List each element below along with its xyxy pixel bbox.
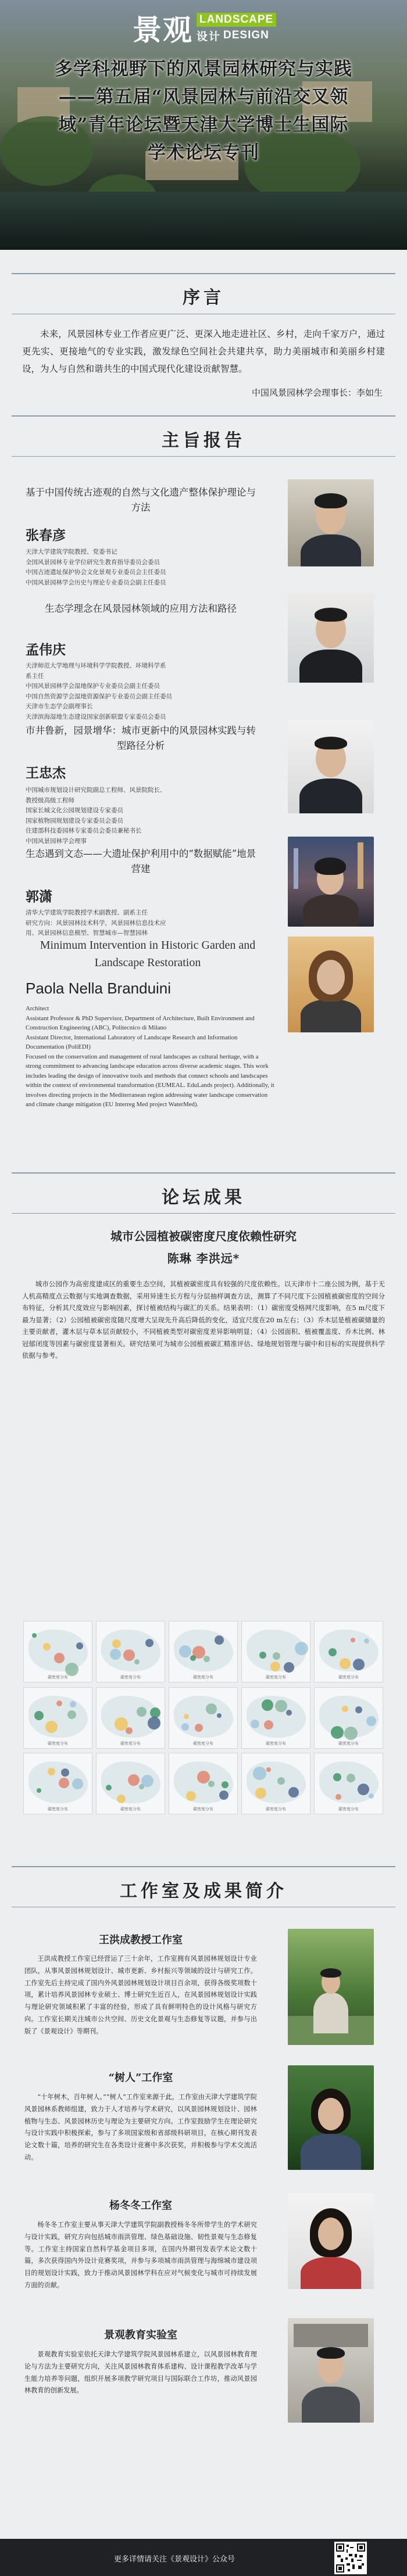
report-topic: 生态学理念在风景园林领域的应用方法和路径 xyxy=(45,603,237,614)
figure-label: 碳密度分布 xyxy=(48,1807,68,1812)
figure-panel xyxy=(314,1687,383,1749)
speaker-info-line: 天津滨海湿地生态建设国家创新联盟专家委员会委员 xyxy=(26,713,166,720)
density-patch xyxy=(110,1649,121,1660)
density-patch xyxy=(286,1710,292,1716)
divider xyxy=(12,1213,395,1214)
studio-photo xyxy=(288,2318,374,2423)
park-map-shape xyxy=(174,1696,233,1738)
hero-title xyxy=(0,55,407,167)
speaker-info-line: 国家植物园规划建设专家委员会委员 xyxy=(26,817,123,824)
preface-signature: 中国风景园林学会理事长：李如生 xyxy=(251,388,383,398)
density-patch xyxy=(355,1706,362,1713)
preface-heading: 序言 xyxy=(183,288,224,308)
studio-name: “树人”工作室 xyxy=(108,2072,173,2084)
density-patch xyxy=(134,1659,140,1664)
figure-label: 碳密度分布 xyxy=(48,1741,68,1746)
figure-label: 碳密度分布 xyxy=(120,1676,141,1680)
density-patch xyxy=(217,1713,222,1718)
speaker-info-line: 中国风景园林学会历史与理论专业委员会副主任委员 xyxy=(26,579,166,586)
speaker-name: 张春彦 xyxy=(26,528,66,543)
en-report-title: Minimum Intervention in Historic Garden and Landscape Restoration xyxy=(40,939,256,969)
park-map-shape xyxy=(28,1630,88,1671)
speaker-info xyxy=(26,785,270,847)
density-patch xyxy=(45,1721,58,1733)
speaker-info xyxy=(26,547,270,588)
report-topic: 基于中国传统古迹观的自然与文化遗产整体保护理论与方法 xyxy=(26,487,256,513)
logo-cn2: 设计 xyxy=(197,30,222,43)
speaker-info-line: 研究方向：风景园林技术科学，风景园林信息技术应 xyxy=(26,919,166,927)
en-info-line: Architect xyxy=(26,1005,49,1012)
speaker-info-line: 天津师范大学地理与环境科学学院教授、环境科学系 xyxy=(26,662,166,669)
studio-name: 杨冬冬工作室 xyxy=(109,2200,172,2212)
speaker-info-line: 用、风景园林信息模型、智慧城市—智慧园林 xyxy=(26,930,148,937)
divider xyxy=(12,1866,395,1867)
density-patch xyxy=(43,1643,51,1651)
speaker-info-line: 清华大学建筑学院教授学术副教授、副系主任 xyxy=(26,909,148,916)
results-heading: 论坛成果 xyxy=(162,1187,245,1208)
studio-description: “十年树木，百年树人。”“树人”工作室来源于此，工作室由天津大学建筑学院风景园林系教师组建，致力于人才培养与学术研究，以风景园林规划设计、园林植物与生态、风景园林历史与理论为主要研究方向。工作室鼓励学生在理论研究与设计实践中积极探索，参与了多项国家级和省部级科研项目，在核心期刊发表论文数十篇，培养的研究生在各类设计竞赛中多次获奖，并积极参与学术交流活动。 xyxy=(24,2093,257,2161)
speaker-name: 郭潇 xyxy=(26,889,52,905)
speaker-info xyxy=(26,908,270,939)
density-patch xyxy=(76,1642,83,1649)
speaker-photo xyxy=(288,593,374,683)
figure-label: 碳密度分布 xyxy=(48,1676,68,1680)
figure-panel xyxy=(169,1753,238,1814)
studio-photo xyxy=(288,2193,374,2289)
density-patch xyxy=(353,1659,365,1670)
density-patch xyxy=(351,1638,355,1642)
studio-description: 杨冬冬工作室主要从事天津大学建筑学院副教授杨冬冬所带学生的学术研究与设计实践，研究方向包括城市雨洪管理、绿色基础设施、韧性景观与生态修复等。工作室主持国家自然科学基金项目多项，在国内外期刊发表学术论文数十篇，多次获得国内外设计竞赛奖项，并参与多项城市雨洪管理与海绵城市建设项目的规划设计实践，致力于推动风景园林学科在应对气候变化与城市可持续发展方面的贡献。 xyxy=(24,2221,257,2289)
figure-label: 碳密度分布 xyxy=(266,1676,286,1680)
density-patch xyxy=(275,1700,287,1712)
density-patch xyxy=(179,1645,191,1657)
density-patch xyxy=(284,1662,294,1673)
speaker-info-line: 天津市生态学会副理事长 xyxy=(26,703,93,711)
density-patch xyxy=(273,1652,280,1660)
studio-name: 王洪成教授工作室 xyxy=(99,1934,183,1946)
studio-photo xyxy=(288,2065,374,2170)
density-patch xyxy=(123,1649,135,1661)
density-patch xyxy=(34,1711,44,1720)
studio-name: 景观教育实验室 xyxy=(104,2329,177,2341)
results-paper-title: 城市公园植被碳密度尺度依赖性研究 xyxy=(110,1229,297,1243)
en-speaker-name: Paola Nella Branduini xyxy=(26,980,172,997)
density-patch xyxy=(295,1642,308,1655)
figure-label: 碳密度分布 xyxy=(338,1676,359,1680)
studios-heading: 工作室及成果简介 xyxy=(120,1881,287,1901)
speaker-name: 孟伟庆 xyxy=(26,642,66,658)
en-info-line: Focused on the conservation and management of rural landscapes as cultural heritage, with a strong commitment to advancing landscape education across diverse academic stages. This work includes leading the design of innovative tools and methods that connect schools and landscapes within the context of environmental transformation (EUMEAL. EduLands project). Additionally, it involves directing projects in the Mediterranean region addressing water landscape conservation and climate change mitigation (EU Interreg Med project WaterMed). xyxy=(26,1053,274,1108)
speaker-name: 王忠杰 xyxy=(26,765,66,781)
reports-heading: 主旨报告 xyxy=(162,430,245,451)
density-patch xyxy=(112,1639,121,1648)
density-patch xyxy=(195,1724,203,1732)
figure-panel xyxy=(169,1687,238,1749)
hero-title-line: ——第五届“风景园林与前沿交叉领 xyxy=(58,87,349,107)
speaker-photo xyxy=(288,837,374,927)
figure-panel xyxy=(241,1753,310,1814)
figure-panel xyxy=(96,1753,165,1814)
density-patch xyxy=(215,1635,224,1645)
speaker-info-line: 国家长城文化公园规划建设专家委员 xyxy=(26,807,123,815)
speaker-info-line: 系主任 xyxy=(26,672,44,680)
footer-text: 更多详情请关注《景观设计》公众号 xyxy=(114,2555,235,2564)
speaker-info-line: 中国风景园林学会理事 xyxy=(26,837,87,845)
density-patch xyxy=(206,1703,217,1714)
density-patch xyxy=(137,1707,147,1717)
density-patch xyxy=(270,1662,280,1671)
logo-cn: 景观 xyxy=(133,13,193,47)
figure-panel xyxy=(23,1621,92,1682)
speaker-info xyxy=(26,661,270,723)
speaker-info-line: 中国自然资源学会湿地资源保护专业委员会副主任委员 xyxy=(26,693,172,700)
density-patch xyxy=(219,1791,229,1800)
density-patch xyxy=(366,1716,376,1726)
en-info-line: Assistant Director, International Laboratory of Landscape Research and Information Documentation (PoliEDI) xyxy=(26,1034,238,1050)
density-patch xyxy=(264,1720,273,1730)
results-abstract: 城市公园作为高密度建成区的重要生态空间，其植被碳密度具有较强的尺度依赖性。以天津市十二座公园为例，基于无人机高精度点云数据与实地调查数据，采用异速生长方程与分层抽样调查方法，测算了不同尺度下公园植被碳密度的空间分布特征，分析其尺度效应与影响因素，探讨植被结构与碳汇的关系。结果表明：（1）碳密度受格网尺度影响，在5 m尺度下最为显著；（2）公园植被碳密度随尺度增大呈现先升高后降低的变化，适宜尺度在20 m左右；（3）乔木层是植被碳储量的主要贡献者，灌木层与草本层贡献较小，不同植被类型对碳密度差异影响明显；（4）公园面积、植被覆盖度、乔木比例、林冠郁闭度等因素与碳密度显著相关。研究结果可为城市公园植被碳汇精准评估、绿地规划管理与碳中和目标的实现提供科学依据与参考。 xyxy=(22,1280,385,1359)
density-patch xyxy=(184,1714,189,1719)
studio-description: 王洪成教授工作室已经营运了三十余年，工作室拥有风景园林规划设计专业团队，从事风景园林规划设计、城市更新、乡村振兴等领域的设计与研究工作。工作室先后主持完成了国内外风景园林规划设计项目百余项，获得各级奖项数十项，累计培养风景园林专业硕士、博士研究生近百人，在风景园林规划设计实践与理论研究领域积累了丰富的经验，形成了具有鲜明特色的设计风格与研究方向。工作室长期关注城市公共空间、历史文化景观与生态修复等议题，并参与出版了《景观设计》等期刊。 xyxy=(24,1955,257,2035)
speaker-photo xyxy=(288,479,374,566)
en-info-line: Assistant Professor & PhD Supervisor, Department of Architecture, Built Environment and Construction Engineering (ABC), Politecnico di Milano xyxy=(26,1014,255,1031)
density-patch xyxy=(181,1723,189,1731)
density-patch xyxy=(331,1726,344,1739)
density-patch xyxy=(126,1727,133,1734)
density-patch xyxy=(342,1706,348,1712)
figure-panel xyxy=(241,1687,310,1749)
density-patch xyxy=(54,1653,65,1663)
density-patch xyxy=(145,1639,153,1647)
figure-panel xyxy=(314,1621,383,1682)
density-patch xyxy=(56,1700,62,1706)
report-topic: 生态遇到文态——大遗址保护利用中的“数据赋能”地景营建 xyxy=(25,848,256,874)
density-patch xyxy=(148,1717,160,1730)
speaker-photo xyxy=(288,937,374,1032)
divider xyxy=(12,1172,395,1174)
density-patch xyxy=(259,1652,266,1659)
preface-text: 未来，风景园林专业工作者应更广泛、更深入地走进社区、乡村，走向千家万户，通过更先实、更接地气的专业实践，激发绿色空间社会共建共享，助力美丽城市和美丽乡村建设，为人与自然和谐共生的中国式现代化建设贡献智慧。 xyxy=(22,329,385,374)
figure-panel xyxy=(96,1621,165,1682)
report-topic: 市井鲁新，园景增华：城市更新中的风景园林实践与转型路径分析 xyxy=(26,725,256,751)
speaker-info-line: 中国古迹遗址保护协会文化景观专业委员会主任委员 xyxy=(26,569,166,576)
figure-panel xyxy=(96,1687,165,1749)
studio-description: 景观教育实验室依托天津大学建筑学院风景园林系建立，以风景园林教育理论与方法为主要研究方向，关注风景园林教育体系建构、设计课程教学改革与学生能力培养等问题，组织开展多项教学研究项目与国际联合工作坊，推动风景园林教育的创新发展。 xyxy=(24,2351,257,2395)
figure-panel xyxy=(169,1621,238,1682)
figure-label: 碳密度分布 xyxy=(193,1807,213,1812)
speaker-photo xyxy=(288,720,374,813)
density-patch xyxy=(190,1655,196,1661)
density-patch xyxy=(369,1793,374,1799)
speaker-info-line: 住建部科技委园林专家委员会委员兼秘书长 xyxy=(26,827,142,835)
density-patch xyxy=(150,1707,160,1718)
studio-photo xyxy=(288,1929,374,2045)
speaker-info-line: 全国风景园林专业学位研究生教育指导委员会委员 xyxy=(26,558,160,566)
figure-label: 碳密度分布 xyxy=(266,1807,286,1812)
density-patch xyxy=(251,1720,259,1728)
divider xyxy=(12,273,395,274)
figure-label: 碳密度分布 xyxy=(338,1741,359,1746)
figure-label: 碳密度分布 xyxy=(193,1676,213,1680)
figure-grid xyxy=(23,1621,384,1816)
density-patch xyxy=(67,1710,76,1719)
figure-panel xyxy=(241,1621,310,1682)
figure-panel xyxy=(23,1753,92,1814)
logo-en2: DESIGN xyxy=(223,29,269,41)
speaker-info-line: 天津大学建筑学院教授、党委书记 xyxy=(26,548,117,555)
figure-label: 碳密度分布 xyxy=(338,1807,359,1812)
figure-label: 碳密度分布 xyxy=(120,1807,141,1812)
hero-title-line: 学术论坛专刊 xyxy=(148,142,259,163)
figure-label: 碳密度分布 xyxy=(193,1741,213,1746)
divider xyxy=(12,415,395,417)
density-patch xyxy=(344,1727,358,1740)
hero-title-line: 域”青年论坛暨天津大学博士生国际 xyxy=(58,114,349,135)
density-patch xyxy=(262,1699,273,1711)
density-patch xyxy=(32,1633,37,1638)
figure-panel xyxy=(23,1687,92,1749)
speaker-info-line: 教授级高级工程师 xyxy=(26,797,74,804)
divider xyxy=(12,456,395,457)
figure-panel xyxy=(314,1753,383,1814)
logo-en1: LANDSCAPE xyxy=(197,13,276,27)
figure-label: 碳密度分布 xyxy=(120,1741,141,1746)
density-patch xyxy=(329,1648,337,1656)
figure-label: 碳密度分布 xyxy=(266,1741,286,1746)
hero-title-line: 多学科视野下的风景园林研究与实践 xyxy=(55,59,352,80)
speaker-info-line: 中国风景园林学会湿地保护专业委员会副主任委员 xyxy=(26,683,160,690)
density-patch xyxy=(70,1701,76,1707)
density-patch xyxy=(340,1658,351,1669)
speaker-info-line: 中国城市规划设计研究院副总工程师、风景院院长、 xyxy=(26,787,166,794)
qr-code-icon[interactable] xyxy=(334,2542,367,2574)
journal-logo xyxy=(133,7,276,49)
en-speaker-info xyxy=(26,1004,276,1110)
density-patch xyxy=(364,1638,369,1644)
density-patch xyxy=(204,1656,210,1662)
results-authors: 陈琳 李洪远* xyxy=(167,1251,240,1265)
